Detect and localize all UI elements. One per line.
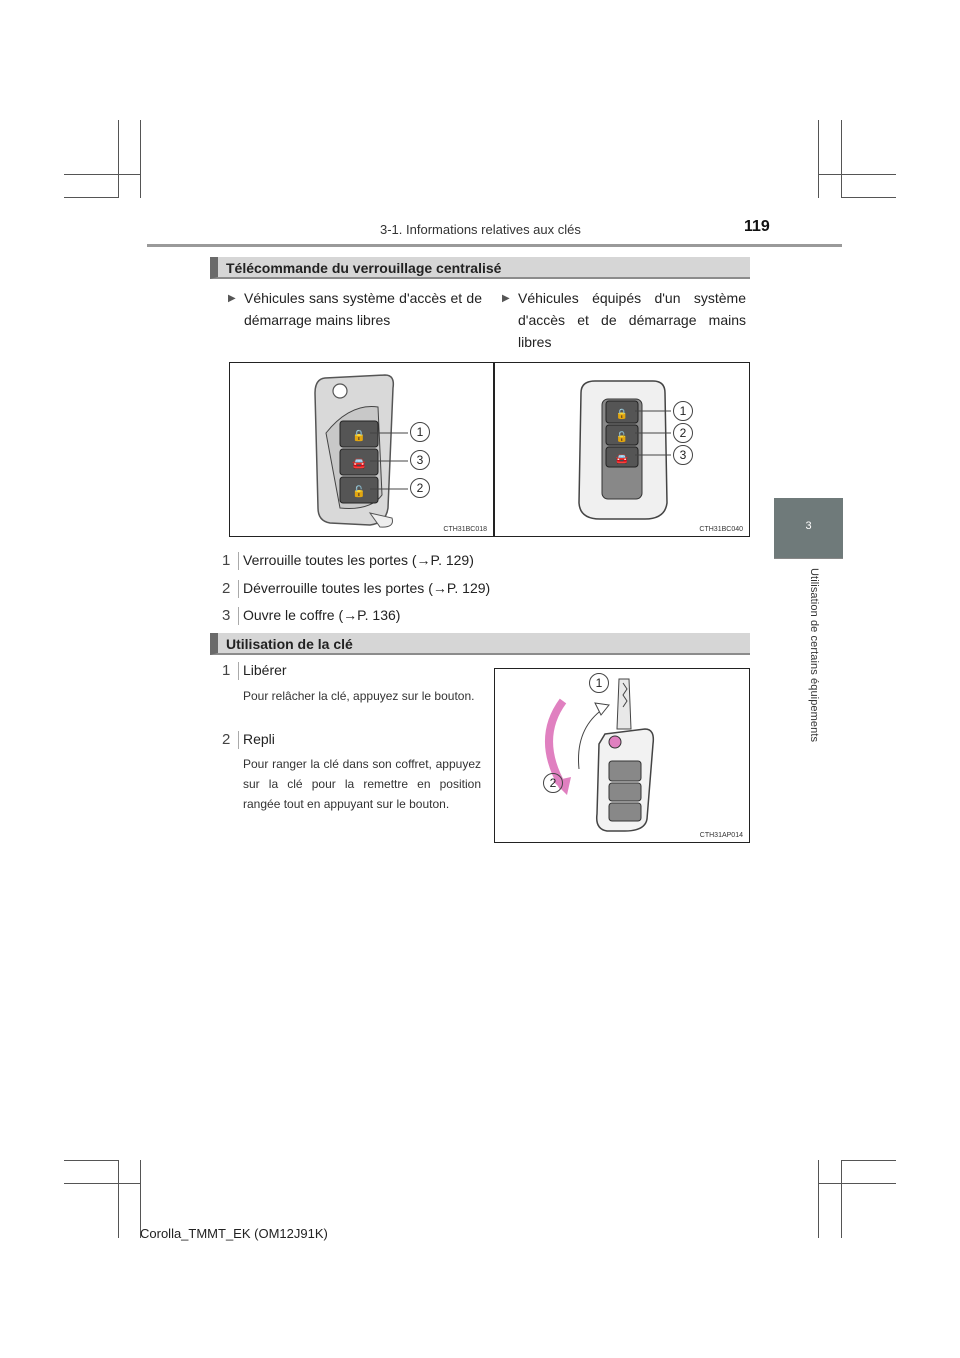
page-header [380,218,840,244]
crop-mark [818,120,819,198]
chapter-number: 3 [805,520,812,532]
callout-release: 1 [589,673,609,693]
figure-code: CTH31BC018 [443,526,487,533]
crop-mark [64,1160,118,1161]
item-number: 1 [222,552,238,570]
crop-mark [64,174,140,175]
callout-fold: 2 [543,773,563,793]
section-heading-remote [210,257,750,279]
item-open-trunk: Ouvre le coffre (→P. 136) [243,607,401,623]
callout-lock: 1 [410,422,430,442]
figure-key-fold [494,668,750,843]
callout-unlock: 2 [673,423,693,443]
bullet-no-smart-entry: Véhicules sans système d'accès et de démarrage mains libres [244,290,482,328]
figure-remote-flip-key [229,362,494,537]
crop-mark [140,120,141,198]
section-heading-text: Télécommande du verrouillage centralisé [226,260,502,276]
smart-key-illustration [495,363,749,536]
bullet-smart-entry: Véhicules équipés d'un système d'accès et de démarrage mains libres [518,290,746,350]
figure-remote-smart-key [494,362,750,537]
callout-lock: 1 [673,401,693,421]
figure-code: CTH31BC040 [699,526,743,533]
crop-mark [818,1160,819,1238]
item-number: 3 [222,607,238,625]
section-title: 3-1. Informations relatives aux clés [380,222,581,237]
item-number: 1 [222,662,238,680]
section-heading-key-use [210,633,750,655]
flip-key-illustration [230,363,493,536]
crop-mark [64,1183,140,1184]
svg-text:🚘: 🚘 [615,454,629,465]
figure-code: CTH31AP014 [699,832,743,839]
chapter-tab [774,498,843,558]
item-release-title: Libérer [243,662,287,678]
bullet-triangle-icon: ▶ [228,293,236,304]
svg-text:🔓: 🔓 [352,485,366,498]
item-unlock-all: Déverrouille toutes les portes (→P. 129) [243,580,491,596]
key-fold-illustration [495,669,749,842]
svg-text:🔒: 🔒 [615,409,629,420]
chapter-label: Utilisation de certains équipements [808,568,820,743]
svg-text:🔒: 🔒 [352,429,366,442]
crop-mark [818,1183,896,1184]
crop-mark [841,197,896,198]
callout-unlock: 2 [410,478,430,498]
crop-mark [841,120,842,198]
svg-text:🚘: 🚘 [352,457,366,470]
crop-mark [64,197,118,198]
svg-text:🔓: 🔓 [615,432,629,443]
item-number: 2 [222,580,238,598]
item-fold-title: Repli [243,731,275,747]
section-heading-text: Utilisation de la clé [226,636,353,652]
item-release-desc: Pour relâcher la clé, appuyez sur le bouton. [243,689,475,703]
footer-text: Corolla_TMMT_EK (OM12J91K) [140,1226,328,1241]
item-fold-desc: Pour ranger la clé dans son coffret, appuyez sur la clé pour la remettre en position rangée tout en appuyant sur le bouton. [243,757,481,811]
crop-mark [818,174,896,175]
crop-mark [841,1160,896,1161]
item-number: 2 [222,731,238,749]
callout-trunk: 3 [673,445,693,465]
page-number: 119 [744,218,770,235]
item-lock-all: Verrouille toutes les portes (→P. 129) [243,552,474,568]
bullet-triangle-icon: ▶ [502,293,510,304]
callout-trunk: 3 [410,450,430,470]
header-rule [147,244,842,247]
crop-mark [118,1160,119,1238]
crop-mark [841,1160,842,1238]
crop-mark [118,120,119,198]
side-rule [774,558,843,559]
